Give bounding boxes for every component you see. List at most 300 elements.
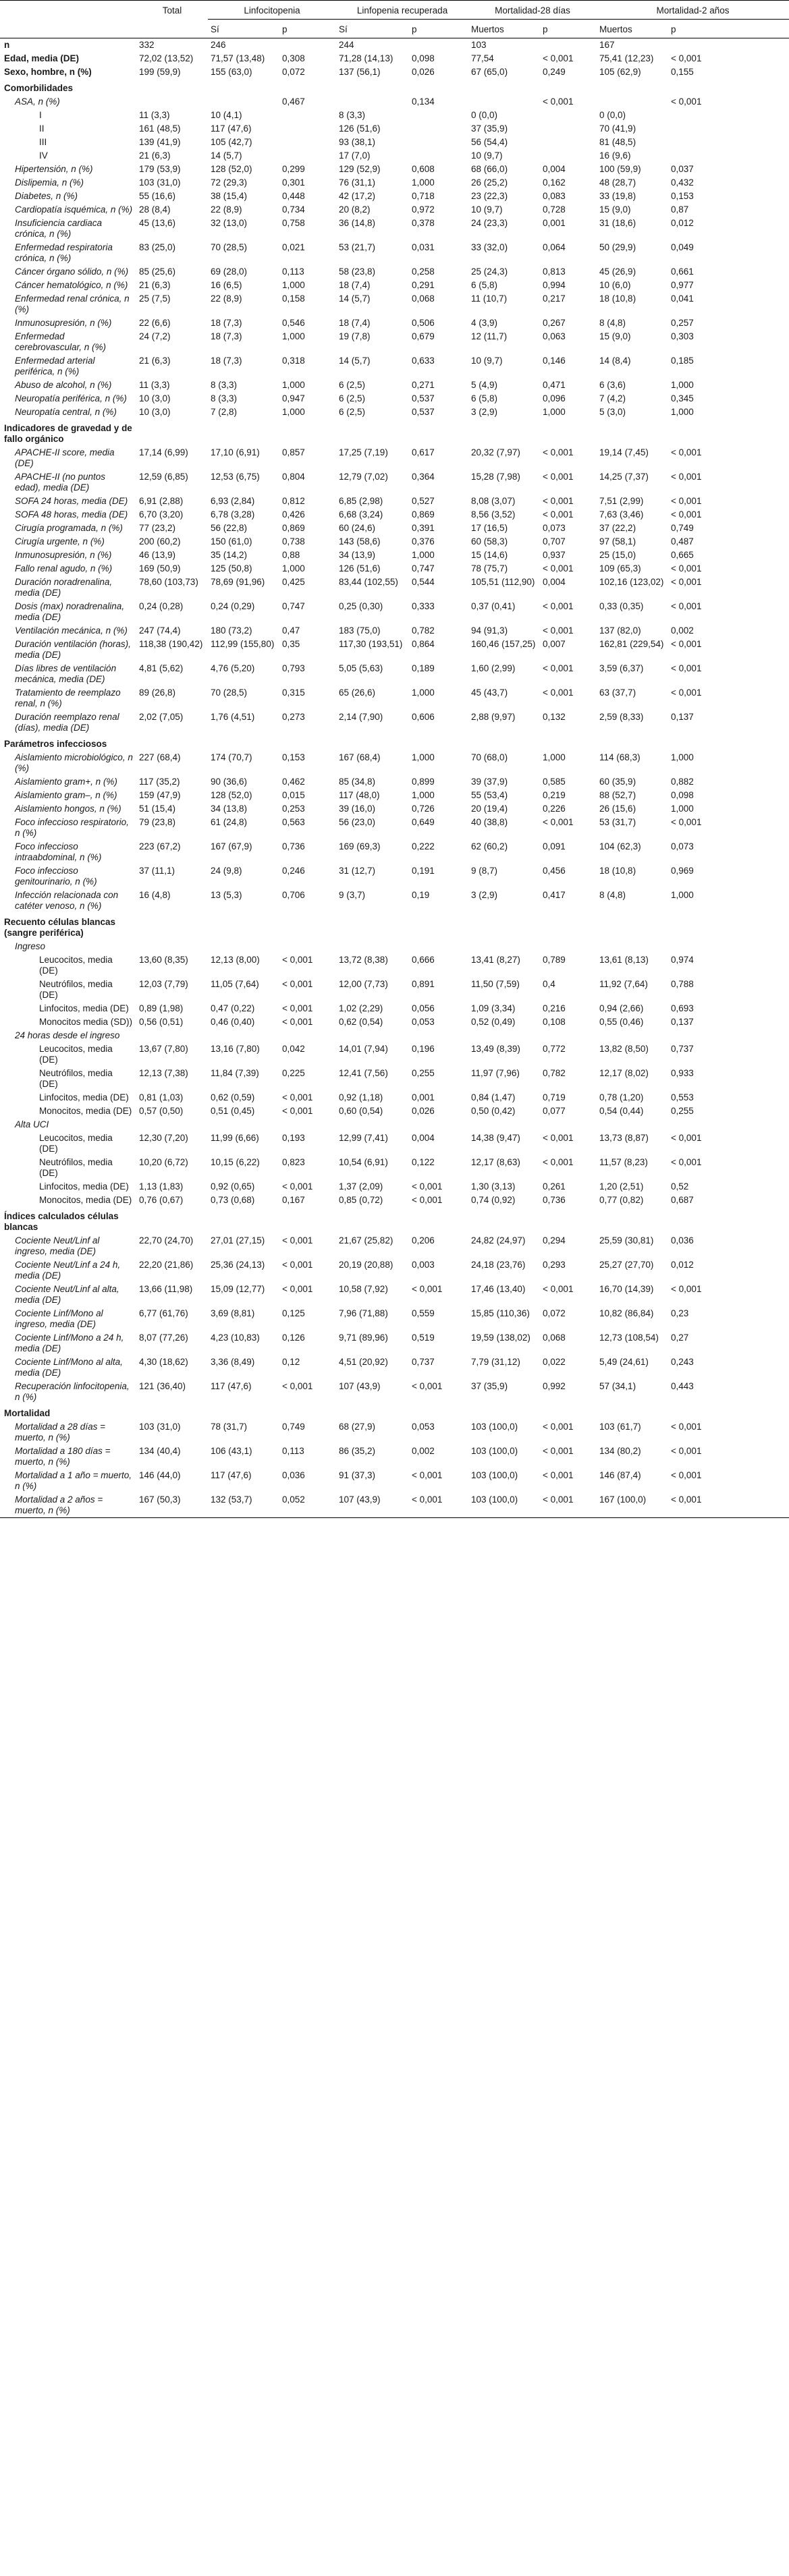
table-cell: 0,426 bbox=[282, 509, 305, 520]
table-row bbox=[0, 163, 789, 176]
table-cell: 0,27 bbox=[671, 1333, 689, 1343]
table-cell: 25 (7,5) bbox=[139, 293, 171, 304]
section-header-row bbox=[0, 1404, 789, 1420]
table-cell: 11,57 (8,23) bbox=[599, 1157, 648, 1167]
table-cell bbox=[208, 913, 279, 940]
table-cell bbox=[409, 1404, 468, 1420]
table-cell: 167 (68,4) bbox=[339, 752, 381, 762]
table-cell: 0,053 bbox=[412, 1422, 435, 1432]
table-cell: 0,585 bbox=[543, 777, 566, 787]
table-cell: 1,000 bbox=[412, 550, 435, 560]
table-cell: 0,52 (0,49) bbox=[471, 1017, 516, 1027]
table-cell bbox=[668, 109, 789, 122]
table-row bbox=[0, 576, 789, 600]
table-row bbox=[0, 953, 789, 978]
row-label: Cáncer órgano sólido, n (%) bbox=[15, 267, 129, 277]
table-cell bbox=[668, 122, 789, 136]
table-cell: 0,969 bbox=[671, 866, 694, 876]
row-label: Cociente Linf/Mono al ingreso, media (DE) bbox=[15, 1308, 103, 1329]
table-cell: 0,052 bbox=[279, 1493, 336, 1518]
table-cell: 60 (58,3) bbox=[471, 536, 508, 547]
table-cell bbox=[279, 1404, 336, 1420]
header-sub-si: Sí bbox=[336, 20, 409, 38]
row-label: Inmunosupresión, n (%) bbox=[15, 550, 112, 560]
table-cell bbox=[136, 940, 208, 953]
table-cell bbox=[136, 419, 208, 446]
table-cell: 0,537 bbox=[412, 393, 435, 403]
table-row bbox=[0, 549, 789, 562]
table-cell: 13,73 (8,87) bbox=[599, 1133, 649, 1143]
table-cell: 60 (24,6) bbox=[339, 523, 376, 533]
table-cell: 223 (67,2) bbox=[139, 841, 181, 851]
table-cell: 45 (13,6) bbox=[139, 218, 176, 228]
table-row bbox=[0, 1469, 789, 1493]
table-cell: 11,97 (7,96) bbox=[471, 1068, 520, 1078]
table-cell: 71,28 (14,13) bbox=[339, 53, 393, 63]
table-cell: 0,219 bbox=[543, 790, 566, 800]
table-cell: 128 (52,0) bbox=[211, 164, 252, 174]
table-cell: 1,000 bbox=[671, 752, 694, 762]
table-cell: < 0,001 bbox=[671, 496, 702, 506]
table-cell: 24 (23,3) bbox=[471, 218, 508, 228]
table-cell: 0,471 bbox=[543, 380, 566, 390]
table-cell: 0,519 bbox=[412, 1333, 435, 1343]
table-cell: 70 (28,5) bbox=[211, 242, 248, 252]
row-label: ASA, n (%) bbox=[15, 96, 60, 107]
table-cell: 1,30 (3,13) bbox=[471, 1181, 516, 1192]
table-cell: 0,54 (0,44) bbox=[599, 1106, 644, 1116]
table-cell: 14 (5,7) bbox=[211, 150, 242, 161]
table-cell: 179 (53,9) bbox=[139, 164, 181, 174]
section-header-row bbox=[0, 1207, 789, 1234]
table-cell: 0,257 bbox=[671, 318, 694, 328]
table-cell: 0,077 bbox=[543, 1106, 566, 1116]
row-label: Dosis (max) noradrenalina, media (DE) bbox=[15, 601, 125, 622]
table-cell: 12,17 (8,02) bbox=[599, 1068, 649, 1078]
table-cell: 14 (5,7) bbox=[339, 293, 371, 304]
row-label: I bbox=[39, 110, 42, 120]
row-label: Monocitos, media (DE) bbox=[39, 1195, 132, 1205]
table-cell: 0,84 (1,47) bbox=[471, 1092, 516, 1102]
table-cell: 1,02 (2,29) bbox=[339, 1003, 383, 1013]
table-cell: 57 (34,1) bbox=[599, 1381, 636, 1391]
table-cell: < 0,001 bbox=[543, 1470, 574, 1480]
table-cell: 16 (6,5) bbox=[211, 280, 242, 290]
table-cell: < 0,001 bbox=[282, 979, 313, 989]
table-cell bbox=[336, 79, 409, 95]
table-cell: 2,59 (8,33) bbox=[599, 712, 644, 722]
table-cell: 0,098 bbox=[671, 790, 694, 800]
table-cell: 25,27 (27,70) bbox=[599, 1260, 654, 1270]
table-cell: 35 (14,2) bbox=[211, 550, 248, 560]
table-row bbox=[0, 292, 789, 316]
table-cell: 0,687 bbox=[671, 1195, 694, 1205]
table-cell: 4,30 (18,62) bbox=[139, 1357, 188, 1367]
row-label: Cáncer hematológico, n (%) bbox=[15, 280, 128, 290]
table-cell: < 0,001 bbox=[543, 1133, 574, 1143]
table-cell bbox=[668, 1029, 789, 1042]
table-cell: 13,66 (11,98) bbox=[139, 1284, 193, 1294]
table-cell: < 0,001 bbox=[671, 1446, 702, 1456]
table-cell: 0,448 bbox=[282, 191, 305, 201]
table-cell bbox=[468, 419, 540, 446]
table-cell: 0,333 bbox=[412, 601, 435, 611]
table-cell: 0,137 bbox=[671, 712, 694, 722]
table-cell: 0,425 bbox=[282, 577, 305, 587]
table-cell: 0,649 bbox=[412, 817, 435, 827]
table-cell bbox=[136, 735, 208, 751]
table-cell: 0,308 bbox=[282, 53, 305, 63]
table-cell bbox=[668, 1118, 789, 1131]
table-cell: 0,25 (0,30) bbox=[339, 601, 383, 611]
table-cell: 0,869 bbox=[412, 509, 435, 520]
table-cell: 146 (87,4) bbox=[599, 1470, 641, 1480]
table-row bbox=[0, 265, 789, 279]
table-header bbox=[0, 1, 789, 38]
table-row bbox=[0, 65, 789, 79]
table-cell: 0,563 bbox=[282, 817, 305, 827]
table-cell: 0,072 bbox=[282, 67, 305, 77]
table-cell: 0,091 bbox=[543, 841, 566, 851]
table-cell: 48 (28,7) bbox=[599, 177, 636, 188]
table-cell: 12,41 (7,56) bbox=[339, 1068, 388, 1078]
table-cell: 21 (6,3) bbox=[139, 150, 171, 161]
table-cell: 4,51 (20,92) bbox=[339, 1357, 388, 1367]
table-cell: 143 (58,6) bbox=[339, 536, 381, 547]
table-cell: 0,255 bbox=[671, 1106, 694, 1116]
table-cell: 1,000 bbox=[412, 177, 435, 188]
table-cell bbox=[597, 1029, 668, 1042]
table-cell: 12,13 (7,38) bbox=[139, 1068, 188, 1078]
table-cell: 0,001 bbox=[412, 1092, 435, 1102]
row-label: 24 horas desde el ingreso bbox=[15, 1030, 120, 1040]
table-cell: 6 (3,6) bbox=[599, 380, 626, 390]
table-cell: 0,153 bbox=[282, 752, 305, 762]
table-cell: 14,01 (7,94) bbox=[339, 1044, 388, 1054]
table-cell: 5 (4,9) bbox=[471, 380, 498, 390]
table-row bbox=[0, 405, 789, 419]
table-cell: 109 (65,3) bbox=[599, 563, 641, 573]
table-cell: 0,041 bbox=[671, 293, 694, 304]
table-row bbox=[0, 1029, 789, 1042]
table-cell: 0,303 bbox=[671, 331, 694, 341]
table-cell: 70 (41,9) bbox=[599, 123, 636, 134]
table-cell bbox=[279, 122, 336, 136]
table-cell: 0,001 bbox=[543, 218, 566, 228]
table-cell: 11 (10,7) bbox=[471, 293, 508, 304]
table-cell: 20 (19,4) bbox=[471, 804, 508, 814]
table-cell: 8 (4,8) bbox=[599, 890, 626, 900]
table-cell: 0 (0,0) bbox=[599, 110, 626, 120]
table-cell: 16 (4,8) bbox=[139, 890, 171, 900]
table-cell: 10,20 (6,72) bbox=[139, 1157, 188, 1167]
table-cell: 10 (9,7) bbox=[471, 204, 503, 215]
table-row bbox=[0, 1042, 789, 1067]
table-row bbox=[0, 1493, 789, 1518]
table-row bbox=[0, 522, 789, 535]
table-cell: 0,812 bbox=[282, 496, 305, 506]
table-cell: 0,666 bbox=[412, 955, 435, 965]
table-cell: 167 (67,9) bbox=[211, 841, 252, 851]
row-label: Neuropatía central, n (%) bbox=[15, 407, 117, 417]
table-cell: 1,000 bbox=[412, 688, 435, 698]
table-cell: 6,93 (2,84) bbox=[211, 496, 255, 506]
table-cell: 0,937 bbox=[543, 550, 566, 560]
table-cell: 4,23 (10,83) bbox=[211, 1333, 260, 1343]
table-cell: 15 (14,6) bbox=[471, 550, 508, 560]
table-cell: 78,60 (103,73) bbox=[139, 577, 198, 587]
table-cell: 6 (2,5) bbox=[339, 407, 366, 417]
row-label: Fallo renal agudo, n (%) bbox=[15, 563, 113, 573]
table-cell: 1,000 bbox=[282, 331, 305, 341]
table-cell: 56 (22,8) bbox=[211, 523, 248, 533]
table-cell: 3,59 (6,37) bbox=[599, 663, 644, 673]
table-cell: 21,67 (25,82) bbox=[339, 1235, 393, 1245]
table-cell: 39 (37,9) bbox=[471, 777, 508, 787]
table-cell: < 0,001 bbox=[543, 1157, 574, 1167]
table-row bbox=[0, 495, 789, 508]
row-label: Aislamiento hongos, n (%) bbox=[15, 804, 121, 814]
table-cell: 107 (43,9) bbox=[336, 1493, 409, 1518]
table-cell: 126 (51,6) bbox=[339, 563, 381, 573]
table-cell: 77 (23,2) bbox=[139, 523, 176, 533]
table-cell: 0,736 bbox=[282, 841, 305, 851]
table-cell: 244 bbox=[339, 40, 354, 50]
table-cell: 0,891 bbox=[412, 979, 435, 989]
table-row bbox=[0, 638, 789, 662]
table-cell bbox=[208, 419, 279, 446]
row-label: Linfocitos, media (DE) bbox=[39, 1092, 129, 1102]
table-cell: 0,738 bbox=[282, 536, 305, 547]
table-cell bbox=[668, 1207, 789, 1234]
row-label: Neutrófilos, media (DE) bbox=[39, 979, 113, 1000]
table-cell bbox=[279, 136, 336, 149]
table-row bbox=[0, 1445, 789, 1469]
table-cell bbox=[208, 95, 279, 109]
table-cell bbox=[597, 940, 668, 953]
table-cell: < 0,001 bbox=[543, 472, 574, 482]
table-cell bbox=[279, 735, 336, 751]
table-cell: 0,049 bbox=[671, 242, 694, 252]
row-label: APACHE-II score, media (DE) bbox=[15, 447, 115, 468]
table-cell: 0 (0,0) bbox=[471, 110, 498, 120]
row-label: Duración reemplazo renal (días), media (DE) bbox=[15, 712, 119, 733]
row-label: Sexo, hombre, n (%) bbox=[4, 67, 92, 77]
table-cell: 1,000 bbox=[412, 790, 435, 800]
table-cell: 0,072 bbox=[543, 1308, 566, 1318]
table-cell bbox=[540, 149, 597, 163]
table-cell: < 0,001 bbox=[282, 1181, 313, 1192]
table-cell: < 0,001 bbox=[671, 1422, 702, 1432]
table-cell: 0,153 bbox=[671, 191, 694, 201]
table-cell: 0,736 bbox=[543, 1195, 566, 1205]
table-cell: 19,59 (138,02) bbox=[471, 1333, 530, 1343]
table-cell bbox=[208, 79, 279, 95]
table-cell: 0,031 bbox=[412, 242, 435, 252]
table-cell: 0,869 bbox=[282, 523, 305, 533]
row-label: Mortalidad bbox=[4, 1408, 51, 1418]
table-cell: 0,23 bbox=[671, 1308, 689, 1318]
table-cell: 0,376 bbox=[412, 536, 435, 547]
table-cell: 2,02 (7,05) bbox=[139, 712, 184, 722]
table-cell: < 0,001 bbox=[282, 1381, 313, 1391]
table-cell: 60 (35,9) bbox=[599, 777, 636, 787]
table-row bbox=[0, 802, 789, 816]
table-cell bbox=[540, 79, 597, 95]
table-cell: 0,073 bbox=[543, 523, 566, 533]
table-row bbox=[0, 392, 789, 405]
table-cell: 0,734 bbox=[282, 204, 305, 215]
table-cell: 6 (2,5) bbox=[339, 380, 366, 390]
table-cell: 0,823 bbox=[282, 1157, 305, 1167]
row-label: Foco infeccioso respiratorio, n (%) bbox=[15, 817, 129, 838]
table-cell: 107 (43,9) bbox=[339, 1381, 381, 1391]
table-cell: 0,506 bbox=[412, 318, 435, 328]
table-cell: 78 (31,7) bbox=[211, 1422, 248, 1432]
table-cell: 0,994 bbox=[543, 280, 566, 290]
table-cell: 1,000 bbox=[282, 563, 305, 573]
table-row bbox=[0, 122, 789, 136]
table-cell: 117,30 (193,51) bbox=[339, 639, 403, 649]
table-cell: 100 (59,9) bbox=[599, 164, 641, 174]
table-cell: < 0,001 bbox=[543, 1446, 574, 1456]
table-cell: 18 (7,3) bbox=[211, 318, 242, 328]
table-cell: 70 (28,5) bbox=[211, 688, 248, 698]
table-cell: 0,007 bbox=[543, 639, 566, 649]
table-cell bbox=[540, 419, 597, 446]
table-cell: 0,947 bbox=[282, 393, 305, 403]
table-cell bbox=[336, 1404, 409, 1420]
table-cell: 199 (59,9) bbox=[139, 67, 181, 77]
table-row bbox=[0, 1104, 789, 1118]
table-cell: < 0,001 bbox=[543, 1284, 574, 1294]
table-cell: 6,85 (2,98) bbox=[339, 496, 383, 506]
table-cell: 24 (9,8) bbox=[211, 866, 242, 876]
table-cell: 134 (80,2) bbox=[599, 1446, 641, 1456]
table-cell: < 0,001 bbox=[671, 577, 702, 587]
table-cell: 0,125 bbox=[282, 1308, 305, 1318]
table-cell bbox=[540, 1118, 597, 1131]
table-cell: 0,47 bbox=[282, 625, 300, 636]
table-cell: 0,92 (1,18) bbox=[339, 1092, 383, 1102]
table-cell: 0,782 bbox=[543, 1068, 566, 1078]
table-cell: 0,068 bbox=[412, 293, 435, 304]
table-cell: 0,003 bbox=[412, 1260, 435, 1270]
row-label: Inmunosupresión, n (%) bbox=[15, 318, 112, 328]
table-cell: 0,098 bbox=[412, 53, 435, 63]
table-cell: 0,35 bbox=[282, 639, 300, 649]
table-cell: 0,432 bbox=[671, 177, 694, 188]
table-cell: 91 (37,3) bbox=[339, 1470, 376, 1480]
table-cell: 11,50 (7,59) bbox=[471, 979, 520, 989]
table-cell: 6 (5,8) bbox=[471, 393, 498, 403]
table-cell: 169 (69,3) bbox=[339, 841, 381, 851]
table-cell: 12,03 (7,79) bbox=[139, 979, 188, 989]
table-cell: 24 (7,2) bbox=[139, 331, 171, 341]
table-row bbox=[0, 1258, 789, 1283]
table-cell: < 0,001 bbox=[282, 1092, 313, 1102]
table-cell: 0,933 bbox=[671, 1068, 694, 1078]
table-cell: 0,217 bbox=[543, 293, 566, 304]
table-cell: 8 (4,8) bbox=[599, 318, 626, 328]
table-cell: 0,258 bbox=[412, 267, 435, 277]
table-cell: 83 (25,0) bbox=[139, 242, 176, 252]
table-cell bbox=[468, 940, 540, 953]
table-cell: 0,747 bbox=[282, 601, 305, 611]
table-cell: 9,71 (89,96) bbox=[339, 1333, 388, 1343]
row-label: Cirugía urgente, n (%) bbox=[15, 536, 105, 547]
table-cell bbox=[540, 1207, 597, 1234]
table-cell bbox=[540, 1029, 597, 1042]
table-cell: 160,46 (157,25) bbox=[471, 639, 536, 649]
table-cell: 104 (62,3) bbox=[599, 841, 641, 851]
table-cell: 0,85 (0,72) bbox=[339, 1195, 383, 1205]
table-cell bbox=[597, 1404, 668, 1420]
table-cell: 0,002 bbox=[412, 1446, 435, 1456]
table-cell: < 0,001 bbox=[543, 96, 574, 107]
table-cell: 125 (50,8) bbox=[211, 563, 252, 573]
table-cell: 1,37 (2,09) bbox=[339, 1181, 383, 1192]
table-cell: 19,14 (7,45) bbox=[599, 447, 649, 457]
table-cell: 132 (53,7) bbox=[208, 1493, 279, 1518]
table-row bbox=[0, 624, 789, 638]
table-cell: 20,19 (20,88) bbox=[339, 1260, 393, 1270]
table-row bbox=[0, 95, 789, 109]
table-cell: 0,793 bbox=[282, 663, 305, 673]
row-label: Enfermedad respiratoria crónica, n (%) bbox=[15, 242, 113, 263]
table-cell: 0,132 bbox=[543, 712, 566, 722]
table-cell: 1,20 (2,51) bbox=[599, 1181, 644, 1192]
row-label: Linfocitos, media (DE) bbox=[39, 1003, 129, 1013]
table-cell: 27,01 (27,15) bbox=[211, 1235, 265, 1245]
table-cell bbox=[409, 1207, 468, 1234]
table-cell: 34 (13,8) bbox=[211, 804, 248, 814]
table-cell: < 0,001 bbox=[543, 625, 574, 636]
row-label: Alta UCI bbox=[15, 1119, 49, 1129]
table-cell: 174 (70,7) bbox=[211, 752, 252, 762]
table-cell: 0,749 bbox=[671, 523, 694, 533]
table-cell: < 0,001 bbox=[412, 1181, 443, 1192]
header-sub-empty bbox=[136, 20, 208, 38]
table-cell bbox=[208, 1404, 279, 1420]
table-cell: 0,012 bbox=[671, 218, 694, 228]
table-cell: 18 (10,8) bbox=[599, 293, 636, 304]
table-cell: 0,155 bbox=[671, 67, 694, 77]
table-cell: 0,62 (0,54) bbox=[339, 1017, 383, 1027]
table-cell: 20,32 (7,97) bbox=[471, 447, 520, 457]
table-row bbox=[0, 203, 789, 217]
row-label: Ingreso bbox=[15, 941, 46, 951]
table-cell: 24,18 (23,76) bbox=[471, 1260, 526, 1270]
table-cell: 71,57 (13,48) bbox=[211, 53, 265, 63]
table-cell: 0,004 bbox=[543, 577, 566, 587]
table-cell: 227 (68,4) bbox=[139, 752, 181, 762]
table-cell: 18 (7,4) bbox=[339, 280, 371, 290]
table-cell: 0,291 bbox=[412, 280, 435, 290]
table-cell: 8,56 (3,52) bbox=[471, 509, 516, 520]
table-cell bbox=[468, 95, 540, 109]
header-sub-muertos: Muertos bbox=[468, 20, 540, 38]
table-cell bbox=[668, 419, 789, 446]
table-cell: 22,20 (21,86) bbox=[139, 1260, 194, 1270]
table-cell: 105,51 (112,90) bbox=[471, 577, 535, 587]
table-cell: 0,544 bbox=[412, 577, 435, 587]
table-cell: 6,78 (3,28) bbox=[211, 509, 255, 520]
table-cell: 26 (25,2) bbox=[471, 177, 508, 188]
table-cell: 0,273 bbox=[282, 712, 305, 722]
table-cell: 6,70 (3,20) bbox=[139, 509, 184, 520]
row-label: Ventilación mecánica, n (%) bbox=[15, 625, 128, 636]
